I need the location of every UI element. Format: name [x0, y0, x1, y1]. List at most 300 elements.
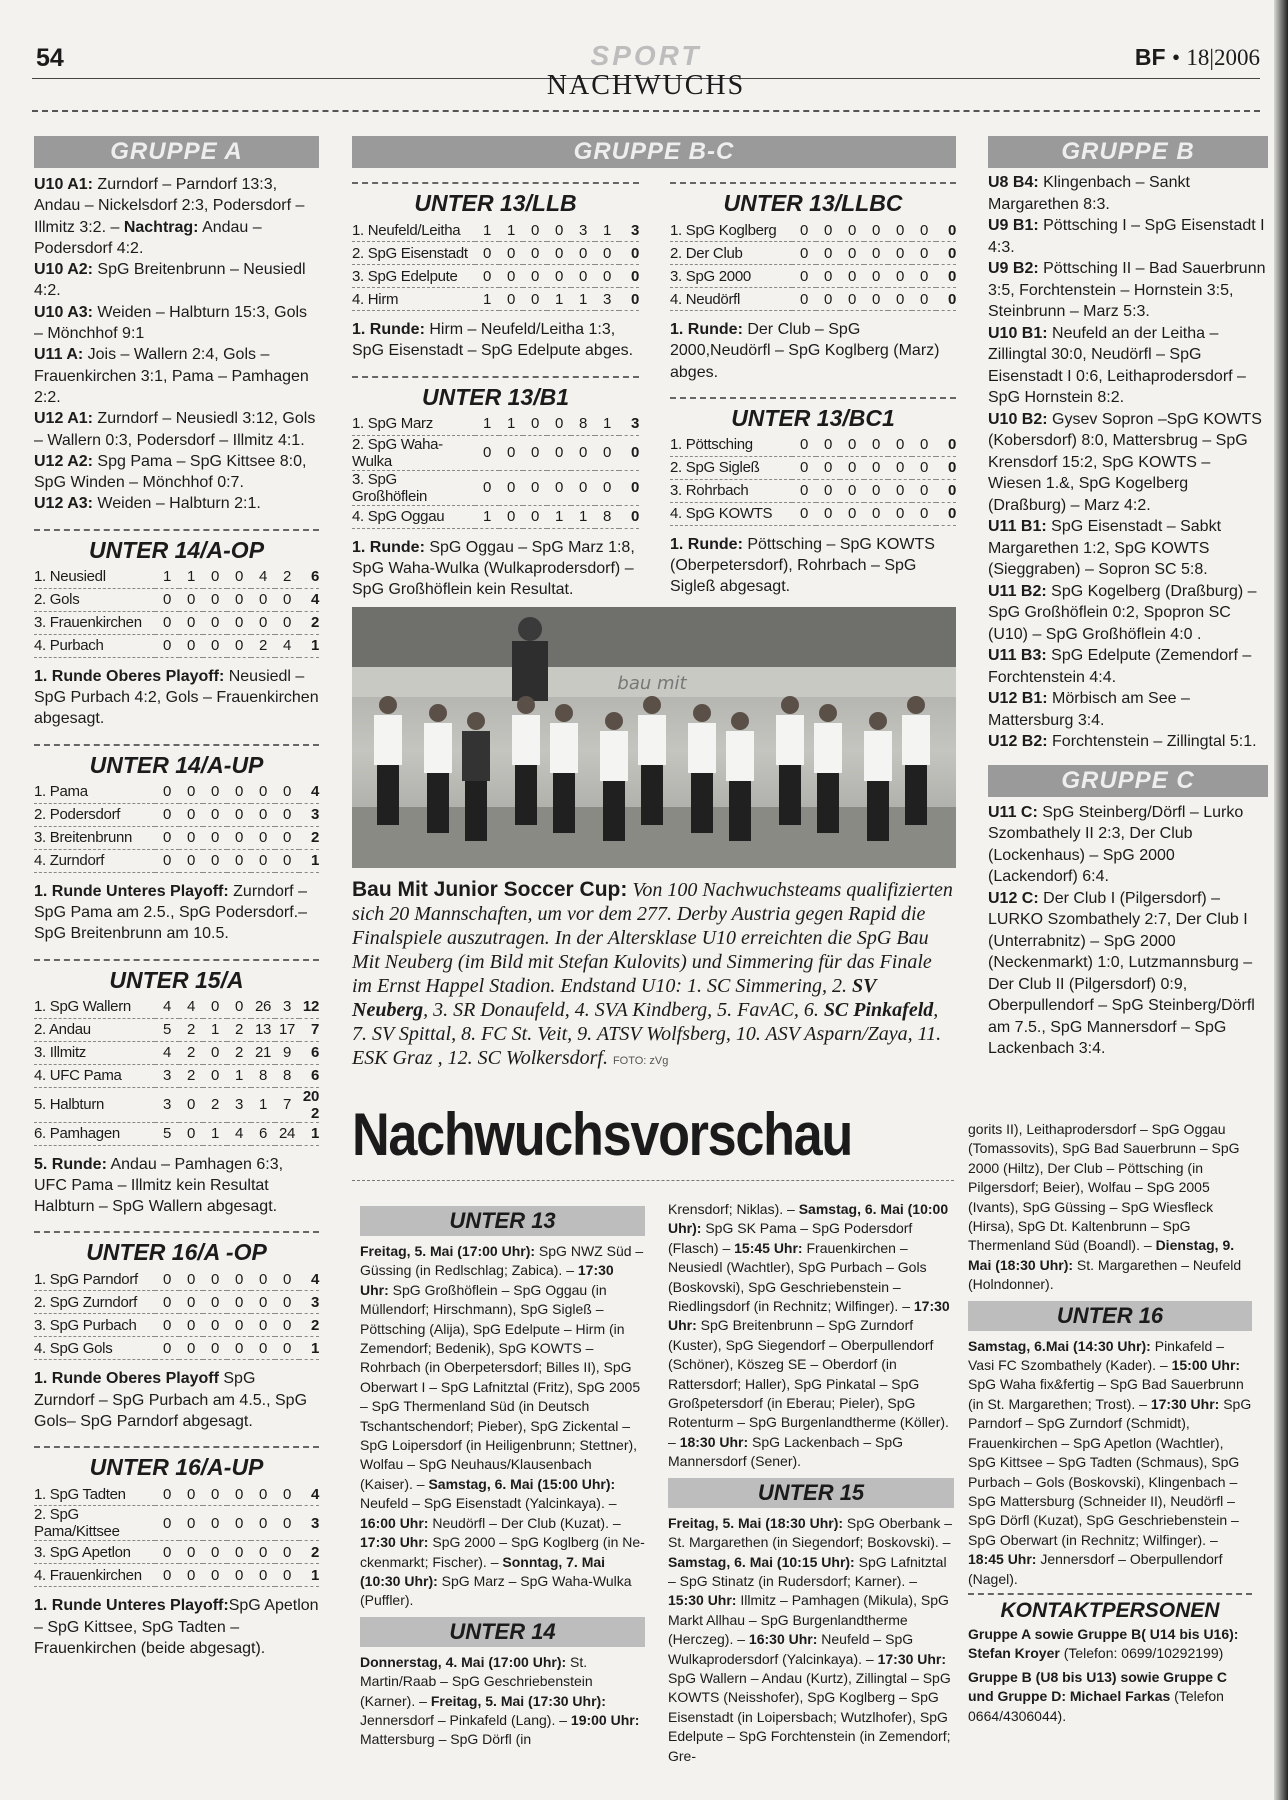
team-stat: 0	[275, 781, 299, 804]
standings-row	[670, 479, 956, 502]
result-label: U12 B1:	[988, 690, 1048, 707]
match-text: Neufeld – SpG Eisenstadt (Yalcinkaya). –	[360, 1495, 617, 1512]
note-text: SpG Zurndorf – SpG Purbach am 4.5., SpG Gols– SpG Parndorf abgesagt.	[34, 1370, 308, 1431]
standings-row	[352, 505, 639, 528]
result-text: Zurndorf – Neusiedl 3:12, Gols – Wallern 0:3, Podersdorf – Illmitz 4:1.	[34, 410, 316, 449]
player-shirt	[374, 715, 402, 765]
team-stat: 0	[275, 1541, 299, 1564]
team-points: 0	[936, 288, 956, 311]
team-stat: 4	[251, 566, 275, 589]
match-text: SpG Waha fix&fertig – SpG Bad Sauerbrunn (in St. Margarethen; Trost). –	[968, 1376, 1244, 1412]
player-head	[555, 704, 573, 722]
vorschau-paragraph	[360, 1653, 645, 1750]
team-stat: 0	[203, 1483, 227, 1506]
match-time: 17:30 Uhr:	[877, 1650, 947, 1667]
result-label: U9 B2:	[988, 260, 1039, 277]
team-stat: 0	[155, 1506, 179, 1541]
player-shirt	[638, 715, 666, 765]
header-dashed-rule	[32, 110, 1260, 112]
team-stat: 0	[840, 502, 864, 525]
note-text: Zurndorf – SpG Pama am 2.5., SpG Podersdorf.– SpG Breitenbrunn am 10.5.	[34, 882, 308, 943]
team-stat: 4	[155, 996, 179, 1019]
team-stat: 1	[475, 288, 499, 311]
standings-title: UNTER 15/A	[34, 959, 319, 996]
match-time: 17:30 Uhr:	[360, 1262, 614, 1298]
note-text: Pöttsching – SpG KOWTS (Oberpetersdorf), Rohrbach – SpG Sigleß abgesagt.	[670, 535, 935, 596]
team-points: 0	[619, 265, 639, 288]
match-time: 16:30 Uhr:	[748, 1631, 818, 1648]
team-stat: 0	[227, 611, 251, 634]
team-stat: 0	[227, 1483, 251, 1506]
team-stat: 0	[864, 434, 888, 457]
team-name: 2. SpG Zurndorf	[34, 1291, 155, 1314]
team-stat: 0	[595, 242, 619, 265]
team-stat: 0	[155, 1268, 179, 1291]
gruppe-b-c-column	[988, 136, 1268, 1060]
team-stat: 0	[179, 1337, 203, 1360]
vorschau-age-header: UNTER 15	[668, 1478, 954, 1508]
team-points: 3	[619, 413, 639, 436]
team-stat: 0	[227, 1564, 251, 1587]
result-text: Neufeld an der Leitha – Zillingtal 30:0, Neudörfl – SpG Eisenstadt I 0:6, Leithaprodersdorf – SpG Hornstein 8:2.	[988, 324, 1246, 406]
team-stat: 0	[203, 826, 227, 849]
note-label: 1. Runde:	[352, 538, 425, 556]
result-entry	[988, 890, 1255, 1058]
team-stat: 0	[275, 803, 299, 826]
team-stat: 0	[227, 781, 251, 804]
team-stat: 0	[864, 242, 888, 265]
standings-row	[34, 1337, 319, 1360]
team-stat: 0	[571, 435, 595, 470]
team-stat: 0	[595, 470, 619, 505]
team-points: 3	[299, 803, 319, 826]
team-stat: 0	[179, 1564, 203, 1587]
result-text: SpG Kogelberg (Draßburg) – SpG Großhöflein 0:2, Spopron SC (U10) – SpG Großhöflein 4:0 .	[988, 582, 1257, 643]
standings-row	[34, 1041, 319, 1064]
standings-note	[352, 537, 639, 601]
standings-row	[670, 434, 956, 457]
team-stat: 0	[227, 1314, 251, 1337]
team-stat: 1	[475, 413, 499, 436]
match-text: St. Margarethen – Neufeld (Holndonner).	[968, 1256, 1242, 1293]
standings-title: UNTER 13/LLBC	[670, 182, 956, 219]
result-label: U9 B1:	[988, 217, 1039, 234]
note-label: 1. Runde:	[670, 321, 743, 338]
team-points: 1	[299, 849, 319, 872]
player-head	[517, 696, 535, 714]
team-stat: 0	[203, 996, 227, 1019]
team-stat: 17	[275, 1018, 299, 1041]
team-points: 3	[299, 1291, 319, 1314]
team-photo-illustration	[352, 607, 956, 868]
standings-table	[352, 219, 639, 311]
note-label: 1. Runde Unteres Playoff:	[34, 1597, 229, 1615]
result-entry	[34, 410, 315, 448]
team-stat: 0	[864, 265, 888, 288]
team-name: 1. Pöttsching	[670, 434, 792, 457]
gruppe-bc-left	[352, 168, 639, 600]
team-stat: 3	[155, 1064, 179, 1087]
team-stat: 0	[179, 803, 203, 826]
standings-row	[34, 1541, 319, 1564]
team-stat: 0	[203, 634, 227, 657]
team-stat: 13	[251, 1018, 275, 1041]
team-name: 4. Purbach	[34, 634, 155, 657]
team-points: 1	[299, 1564, 319, 1587]
player-legs	[817, 773, 839, 833]
result-text: Forchtenstein – Zillingtal 5:1.	[1047, 733, 1257, 750]
note-label: 1. Runde:	[670, 535, 743, 553]
gruppe-bc-column	[352, 136, 956, 618]
standings-note	[670, 534, 956, 598]
team-stat: 0	[251, 1337, 275, 1360]
team-stat: 0	[840, 479, 864, 502]
match-text: (Telefon: 0699/10292199)	[1059, 1645, 1224, 1662]
team-stat: 3	[155, 1087, 179, 1122]
team-stat: 0	[203, 1314, 227, 1337]
result-label: U11 B2:	[988, 582, 1047, 600]
team-stat: 0	[203, 1541, 227, 1564]
gruppe-a-column	[34, 136, 319, 1659]
match-time: 18:30 Uhr:	[679, 1433, 749, 1450]
vorschau-paragraph	[360, 1242, 645, 1611]
vorschau-paragraph	[968, 1668, 1252, 1726]
team-points: 0	[619, 288, 639, 311]
gruppe-a-tables	[34, 529, 319, 1659]
team-name: 1. Neufeld/Leitha	[352, 219, 475, 242]
team-stat: 26	[251, 996, 275, 1019]
team-stat: 3	[227, 1087, 251, 1122]
team-stat: 0	[499, 470, 523, 505]
team-stat: 0	[912, 456, 936, 479]
team-stat: 0	[179, 611, 203, 634]
player-head	[467, 712, 485, 730]
team-stat: 0	[179, 634, 203, 657]
match-text: SpG Lackenbach – SpG Mannersdorf (Sener).	[668, 1433, 904, 1470]
standings-row	[34, 1506, 319, 1541]
team-stat: 0	[227, 1541, 251, 1564]
team-points: 3	[299, 1506, 319, 1541]
team-points: 1	[299, 1122, 319, 1145]
player-legs	[553, 773, 575, 833]
team-name: 3. Frauenkirchen	[34, 611, 155, 634]
match-text: SpG Großhöflein – SpG Oggau (in Müllendorf; Hirschmann), SpG Sigleß – Pöttsching (Alija), SpG Edelpute – Hirm (in Zemendorf; Bedenik), SpG KOWTS – Rohrbach (in Oberpetersdorf; Billes II), SpG Oberwart I – SpG Lafnitztal (Fritz), SpG 2005 – SpG Thermenland Süd (in Deutsch Tschantschendorf; Pieber), SpG Zickental – SpG Loipersdorf (in Heiligenbrunn; Stettner), Wolfau – SpG Neuhaus/Klausenbach (Kaiser). –	[360, 1281, 641, 1492]
note-label: 1. Runde Oberes Playoff:	[34, 667, 225, 685]
result-entry	[988, 583, 1257, 643]
team-stat: 5	[155, 1122, 179, 1145]
team-points: 0	[619, 470, 639, 505]
team-stat: 0	[912, 479, 936, 502]
gruppe-b-header: GRUPPE B	[988, 136, 1268, 168]
player-legs	[691, 773, 713, 833]
player-head	[429, 704, 447, 722]
result-text: Klingenbach – Sankt Margarethen 8:3.	[988, 174, 1190, 213]
team-stat: 0	[251, 849, 275, 872]
team-stat: 3	[571, 219, 595, 242]
team-stat: 0	[227, 826, 251, 849]
result-label: U12 A1:	[34, 410, 93, 428]
result-text: SpG Steinberg/Dörfl – Lurko Szombathely II 2:3, Der Club (Lockenhaus) – SpG 2000 (Lackendorf) 6:4.	[988, 803, 1244, 885]
team-stat: 0	[792, 456, 816, 479]
standings-row	[34, 588, 319, 611]
team-points: 0	[936, 434, 956, 457]
match-time: 17:30 Uhr:	[668, 1298, 950, 1334]
team-stat: 0	[595, 265, 619, 288]
team-stat: 0	[227, 996, 251, 1019]
team-stat: 1	[475, 219, 499, 242]
team-stat: 0	[275, 611, 299, 634]
match-text: SpG SK Pama – SpG Podersdorf (Flasch) –	[668, 1220, 913, 1256]
team-stat: 0	[275, 1337, 299, 1360]
team-stat: 0	[523, 219, 547, 242]
team-stat: 0	[840, 434, 864, 457]
result-entry	[34, 346, 309, 406]
team-stat: 1	[571, 505, 595, 528]
result-label: U10 A2:	[34, 261, 93, 279]
standings-row	[34, 826, 319, 849]
team-stat: 0	[499, 242, 523, 265]
standings-table	[670, 219, 956, 311]
team-stat: 0	[155, 1541, 179, 1564]
team-stat: 0	[475, 470, 499, 505]
team-stat: 1	[203, 1122, 227, 1145]
team-stat: 1	[251, 1087, 275, 1122]
result-entry	[988, 411, 1262, 514]
page-header	[32, 28, 1260, 114]
team-stat: 0	[203, 588, 227, 611]
match-time: 17:30 Uhr:	[360, 1534, 429, 1551]
team-stat: 0	[864, 219, 888, 242]
match-text: St. Martin/Raab – SpG Geschriebenstein (Karner). –	[360, 1653, 593, 1709]
player-head	[781, 696, 799, 714]
team-stat: 8	[251, 1064, 275, 1087]
player-legs	[905, 765, 927, 825]
team-stat: 0	[816, 479, 840, 502]
team-name: 1. SpG Parndorf	[34, 1268, 155, 1291]
vorschau-paragraph	[968, 1625, 1252, 1664]
gruppe-a-header: GRUPPE A	[34, 136, 319, 168]
standings-row	[352, 219, 639, 242]
vorschau-paragraph	[968, 1120, 1252, 1295]
team-stat: 0	[203, 1506, 227, 1541]
match-time: 17:30 Uhr:	[1150, 1395, 1220, 1412]
vorschau-age-header: UNTER 14	[360, 1617, 645, 1647]
result-entry	[34, 261, 306, 299]
team-stat: 2	[275, 566, 299, 589]
caption-highlight: SV Neuberg	[352, 975, 877, 1021]
team-stat: 0	[888, 219, 912, 242]
team-stat: 0	[203, 781, 227, 804]
player-shirt	[864, 731, 892, 781]
match-text: Neudörfl – Der Club (Kuzat). –	[428, 1514, 621, 1531]
note-label: 1. Runde Unteres Playoff:	[34, 882, 229, 900]
team-name: 1. Neusiedl	[34, 566, 155, 589]
team-stat: 7	[275, 1087, 299, 1122]
note-text: Neusiedl – SpG Purbach 4:2, Gols – Frauenkirchen abgesagt.	[34, 667, 319, 728]
team-stat: 24	[275, 1122, 299, 1145]
player-shirt	[902, 715, 930, 765]
team-stat: 0	[227, 849, 251, 872]
match-time: Samstag, 6. Mai (10:00 Uhr):	[668, 1201, 949, 1237]
team-stat: 0	[251, 1564, 275, 1587]
kontakt-header: KONTAKTPERSONEN	[968, 1593, 1252, 1625]
team-stat: 0	[251, 1541, 275, 1564]
team-stat: 0	[792, 434, 816, 457]
player-head	[379, 696, 397, 714]
result-label: U12 C:	[988, 889, 1039, 907]
team-name: 1. SpG Koglberg	[670, 219, 792, 242]
team-name: 1. Pama	[34, 781, 155, 804]
match-text: Frauenkirchen – Neusiedl (Wachtler), SpG Purbach – Gols (Boskovski), SpG Geschriebenstein – Riedlingsdorf (in Rechnitz; Wilfinger). –	[668, 1239, 927, 1315]
team-stat: 5	[155, 1018, 179, 1041]
player-head	[819, 704, 837, 722]
player-legs	[465, 781, 487, 841]
section-title: NACHWUCHS	[546, 70, 746, 101]
team-stat: 0	[523, 413, 547, 436]
result-entry	[34, 453, 306, 491]
match-text: Mattersburg – SpG Dörfl (in	[360, 1731, 532, 1748]
team-points: 2	[299, 1541, 319, 1564]
team-stat: 0	[816, 265, 840, 288]
team-stat: 0	[155, 849, 179, 872]
standings-title: UNTER 13/B1	[352, 376, 639, 413]
result-label: U10 A3:	[34, 303, 93, 321]
team-stat: 0	[864, 502, 888, 525]
result-entry	[988, 325, 1246, 407]
team-stat: 4	[227, 1122, 251, 1145]
player-head	[605, 712, 623, 730]
standings-row	[352, 288, 639, 311]
standings-row	[670, 242, 956, 265]
team-stat: 0	[792, 479, 816, 502]
vorschau-col-3	[968, 1120, 1252, 1730]
match-text: Krensdorf; Niklas). –	[668, 1201, 799, 1217]
standings-row	[34, 611, 319, 634]
team-name: 1. SpG Wallern	[34, 996, 155, 1019]
match-text: Neufeld – SpG Wulkaprodersdorf (Yalcinkaya). –	[668, 1631, 914, 1667]
team-stat: 0	[840, 242, 864, 265]
team-stat: 0	[547, 435, 571, 470]
team-stat: 0	[203, 1291, 227, 1314]
team-stat: 0	[888, 502, 912, 525]
team-stat: 0	[816, 288, 840, 311]
team-stat: 0	[912, 288, 936, 311]
team-stat: 0	[179, 1268, 203, 1291]
result-text: Spg Pama – SpG Kittsee 8:0, SpG Winden – Mönchhof 0:7.	[34, 452, 307, 492]
team-name: 6. Pamhagen	[34, 1122, 155, 1145]
standings-table	[34, 996, 319, 1146]
team-stat: 0	[155, 1337, 179, 1360]
match-time: Freitag, 5. Mai (17:30 Uhr):	[430, 1692, 606, 1709]
note-label: 5. Runde:	[34, 1155, 107, 1173]
match-text: SpG NWZ Süd – Güssing (in Redlschlag; Zabica). –	[360, 1243, 644, 1279]
team-points: 0	[936, 456, 956, 479]
team-points: 20 2	[299, 1087, 319, 1122]
match-text: SpG Wallern – Andau (Kurtz), Zillingtal – SpG KOWTS (Neisshofer), SpG Koglberg – SpG Eisenstadt (in Loipersbach; Wutzlhofer), SpG Edelpute – SpG Forchtenstein (in Zemendorf; Gre-	[668, 1669, 951, 1764]
match-text: SpG 2000 – SpG Koglberg (in Ne- ckenmarkt; Fischer). –	[360, 1534, 645, 1570]
team-stat: 0	[155, 1314, 179, 1337]
team-stat: 0	[251, 803, 275, 826]
team-stat: 1	[547, 288, 571, 311]
team-stat: 0	[840, 219, 864, 242]
team-stat: 0	[227, 1506, 251, 1541]
standings-title: UNTER 13/BC1	[670, 397, 956, 434]
team-stat: 8	[595, 505, 619, 528]
result-label: U11 C:	[988, 803, 1038, 821]
team-stat: 0	[251, 826, 275, 849]
team-stat: 0	[155, 634, 179, 657]
result-label: U12 A2:	[34, 452, 93, 470]
team-stat: 0	[251, 1314, 275, 1337]
team-stat: 0	[571, 265, 595, 288]
team-stat: 0	[864, 288, 888, 311]
coach-body	[512, 641, 548, 701]
team-stat: 0	[275, 849, 299, 872]
team-stat: 0	[227, 803, 251, 826]
gruppe-bc-header: GRUPPE B-C	[352, 136, 956, 168]
standings-table	[352, 413, 639, 529]
team-stat: 0	[792, 265, 816, 288]
vorschau-col-2	[668, 1200, 954, 1770]
team-points: 2	[299, 611, 319, 634]
team-points: 6	[299, 1041, 319, 1064]
caption-body	[352, 879, 953, 1069]
player-legs	[427, 773, 449, 833]
vorschau-col-1	[360, 1200, 645, 1754]
team-stat: 0	[155, 803, 179, 826]
team-stat: 0	[792, 288, 816, 311]
team-stat: 2	[227, 1018, 251, 1041]
standings-table	[34, 1483, 319, 1587]
standings-note	[34, 1368, 319, 1432]
team-points: 0	[936, 265, 956, 288]
standings-title: UNTER 16/A-UP	[34, 1446, 319, 1483]
note-text: SpG Oggau – SpG Marz 1:8, SpG Waha-Wulka (Wulkaprodersdorf) – SpG Großhöflein kein Resultat.	[352, 538, 635, 599]
team-stat: 0	[251, 588, 275, 611]
team-stat: 0	[275, 1291, 299, 1314]
team-stat: 0	[275, 588, 299, 611]
team-name: 2. Der Club	[670, 242, 792, 265]
match-text: (Telefon 0664/4306044).	[968, 1688, 1224, 1724]
result-text: Andau – Podersdorf 4:2.	[34, 218, 262, 257]
team-stat: 0	[203, 1268, 227, 1291]
standings-title: UNTER 13/LLB	[352, 182, 639, 219]
team-stat: 0	[547, 265, 571, 288]
team-stat: 0	[155, 611, 179, 634]
team-stat: 0	[523, 265, 547, 288]
team-stat: 0	[816, 219, 840, 242]
team-name: 4. SpG Oggau	[352, 505, 475, 528]
team-name: 3. SpG Edelpute	[352, 265, 475, 288]
team-stat: 0	[523, 242, 547, 265]
result-entry	[988, 518, 1221, 578]
team-name: 3. Rohrbach	[670, 479, 792, 502]
match-time: Freitag, 5. Mai (18:30 Uhr):	[668, 1514, 844, 1531]
standings-row	[352, 435, 639, 470]
team-stat: 1	[203, 1018, 227, 1041]
player-head	[731, 712, 749, 730]
standings-row	[352, 265, 639, 288]
standings-row	[34, 849, 319, 872]
team-stat: 0	[179, 1483, 203, 1506]
standings-row	[34, 634, 319, 657]
team-name: 1. SpG Marz	[352, 413, 475, 436]
team-stat: 0	[840, 265, 864, 288]
team-points: 2	[299, 1314, 319, 1337]
team-stat: 1	[595, 219, 619, 242]
note-text: Andau – Pamhagen 6:3, UFC Pama – Illmitz kein Resultat Halbturn – SpG Wallern abgesagt.	[34, 1155, 284, 1216]
vorschau-age-header: UNTER 13	[360, 1206, 645, 1236]
